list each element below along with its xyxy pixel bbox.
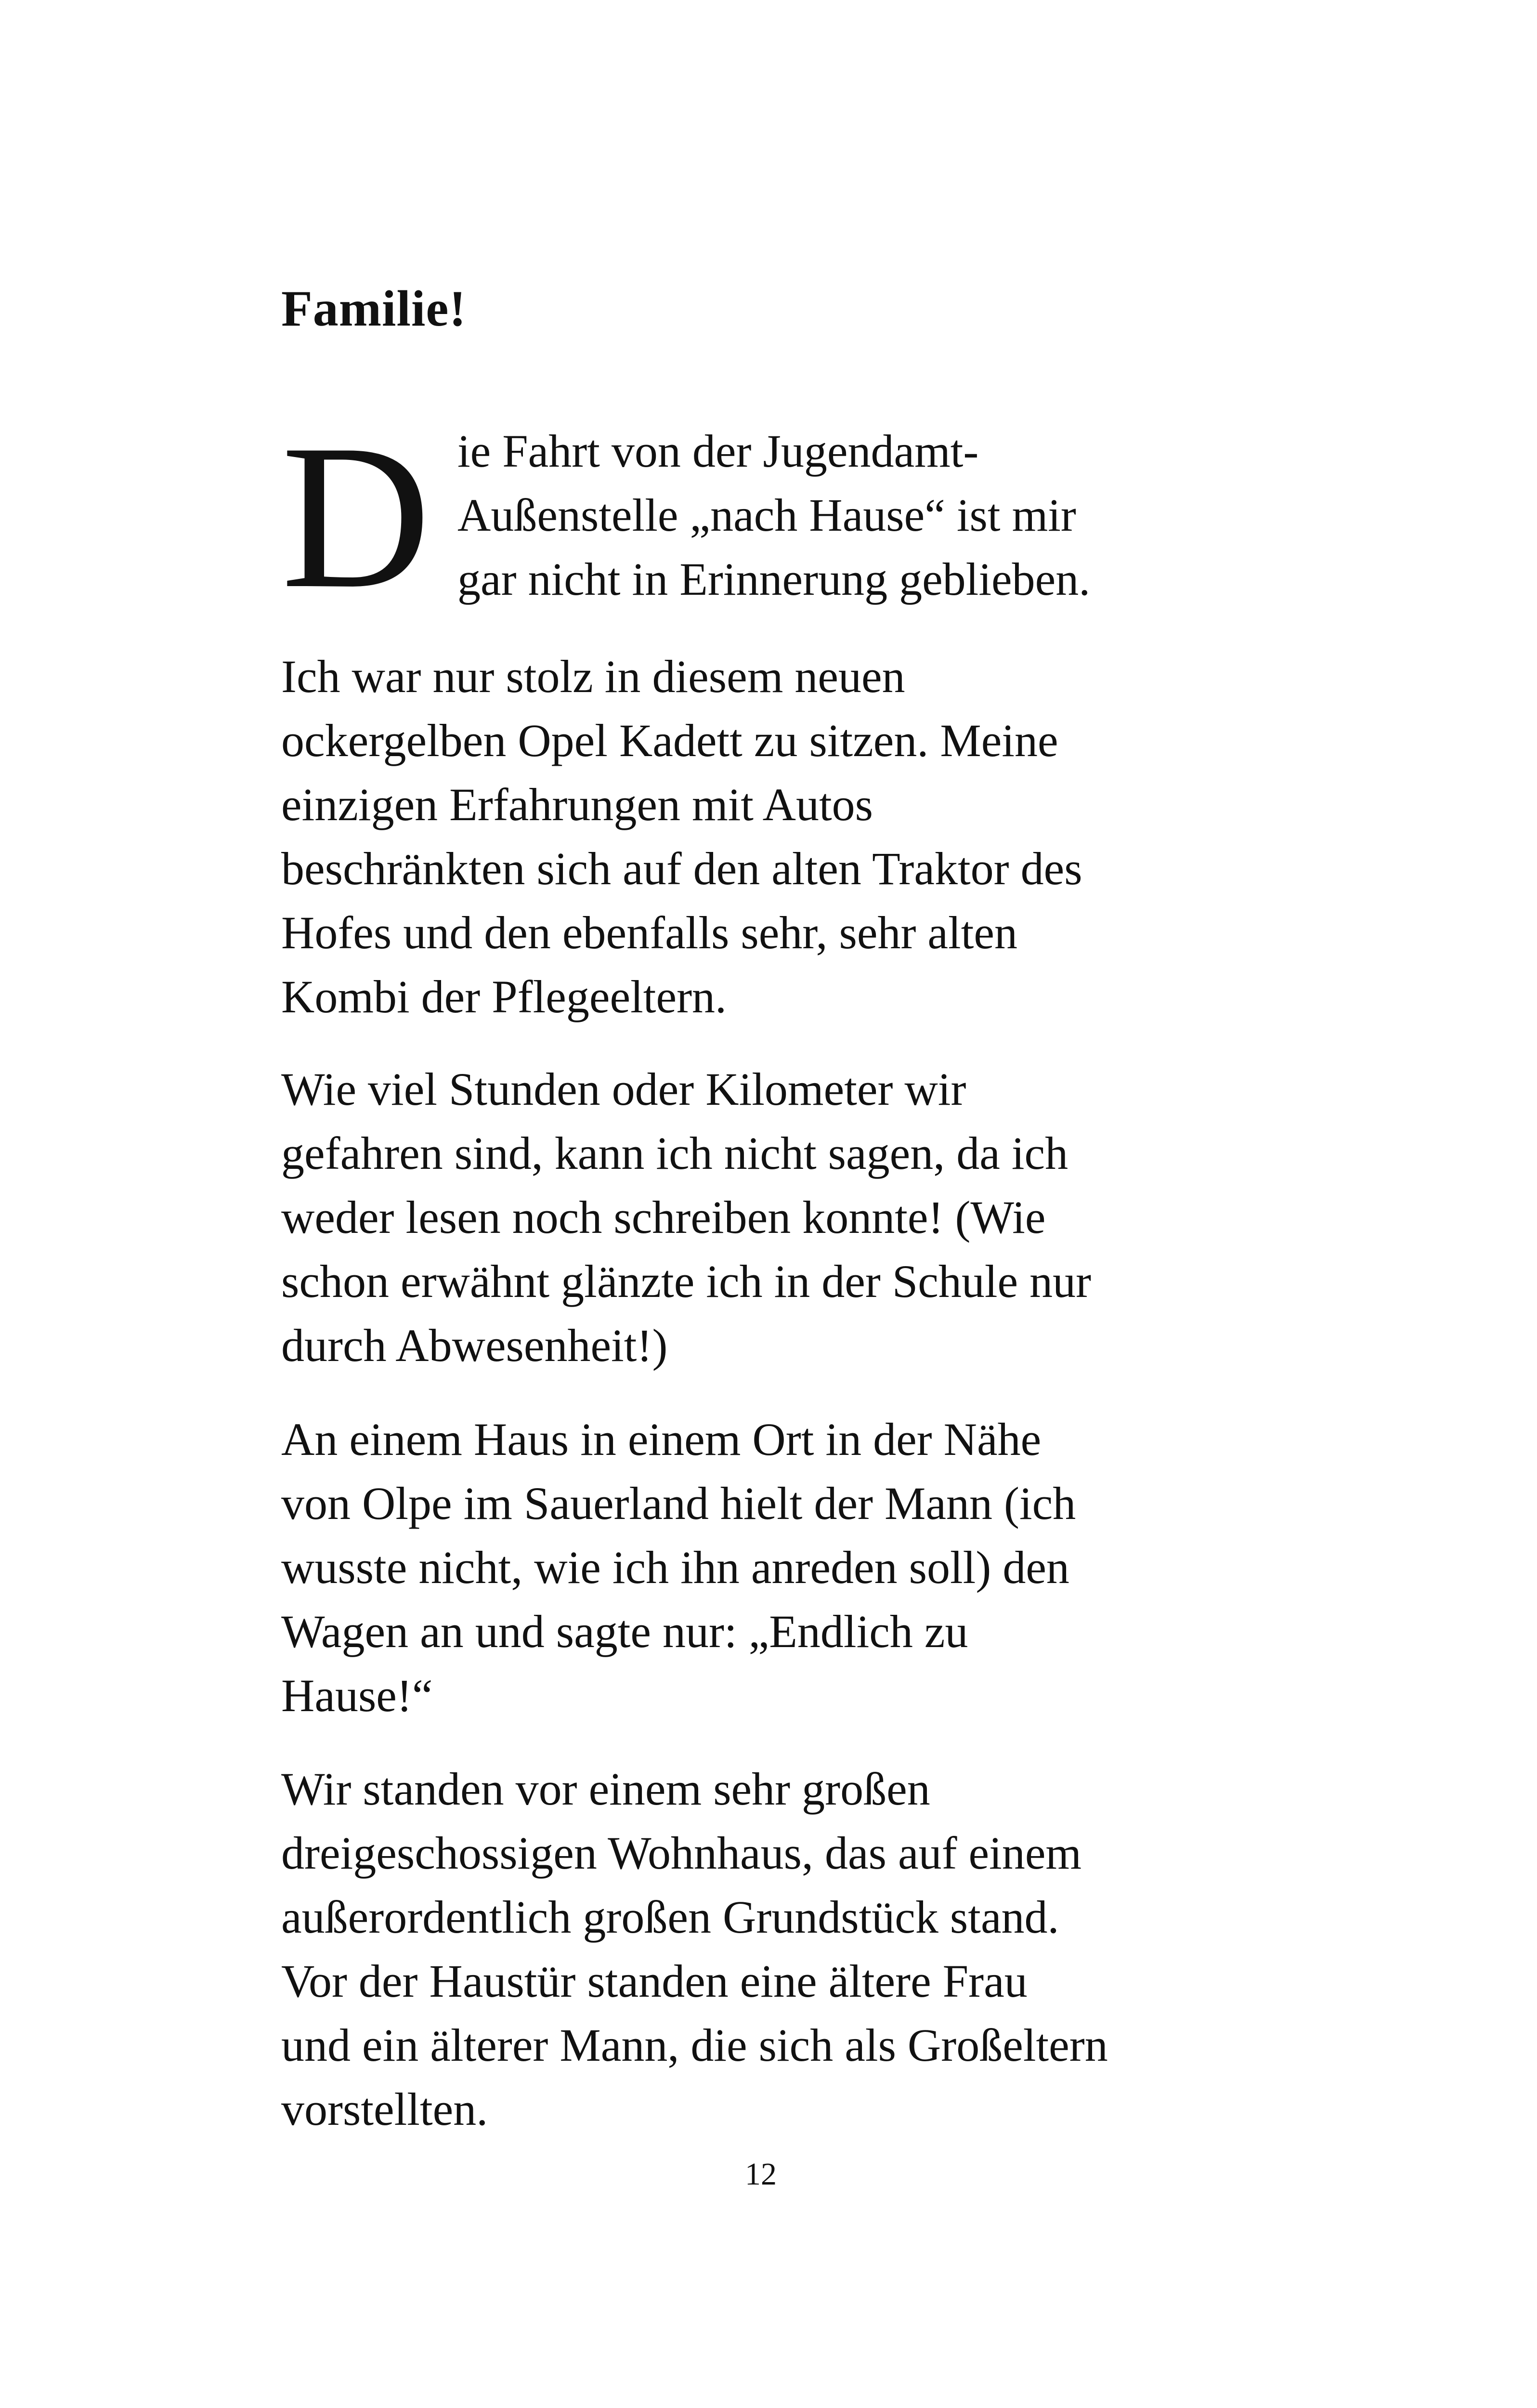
paragraph-line: Wagen an und sagte nur: „Endlich zu [281, 1606, 968, 1657]
chapter-title: Familie! [281, 280, 467, 337]
opening-line: ie Fahrt von der Jugendamt- [457, 425, 979, 477]
opening-paragraph [281, 402, 1244, 631]
paragraph-line: beschränkten sich auf den alten Traktor des [281, 843, 1082, 894]
paragraph-line: Ich war nur stolz in diesem neuen [281, 651, 905, 702]
paragraph-line: durch Abwesenheit!) [281, 1320, 668, 1371]
paragraph-line: Wir standen vor einem sehr großen [281, 1763, 930, 1815]
drop-cap: D [281, 402, 431, 631]
page-number: 12 [745, 2157, 777, 2192]
paragraph-line: einzigen Erfahrungen mit Autos [281, 779, 873, 830]
paragraph-line: gefahren sind, kann ich nicht sagen, da ich [281, 1127, 1068, 1179]
paragraph-line: von Olpe im Sauerland hielt der Mann (ich [281, 1478, 1076, 1529]
paragraph-line: Wie viel Stunden oder Kilometer wir [281, 1063, 966, 1115]
opening-line: gar nicht in Erinnerung geblieben. [457, 553, 1091, 605]
paragraph-2 [281, 1057, 1283, 1377]
paragraph-line: Vor der Haustür standen eine ältere Frau [281, 1955, 1028, 2007]
opening-line: Außenstelle „nach Hause“ ist mir [457, 489, 1076, 541]
opening-lines [457, 419, 1276, 611]
paragraph-line: schon erwähnt glänzte ich in der Schule nur [281, 1256, 1092, 1307]
paragraph-line: und ein älterer Mann, die sich als Großeltern [281, 2019, 1108, 2071]
paragraph-line: ockergelben Opel Kadett zu sitzen. Meine [281, 715, 1058, 766]
paragraph-line: außerordentlich großen Grundstück stand. [281, 1891, 1059, 1943]
paragraph-line: weder lesen noch schreiben konnte! (Wie [281, 1191, 1046, 1243]
paragraph-3 [281, 1407, 1283, 1727]
paragraph-4 [281, 1757, 1283, 2141]
paragraph-line: Hause!“ [281, 1670, 433, 1721]
paragraph-line: Kombi der Pflegeeltern. [281, 971, 727, 1022]
paragraph-line: Hofes und den ebenfalls sehr, sehr alten [281, 907, 1017, 958]
paragraph-line: wusste nicht, wie ich ihn anreden soll) den [281, 1542, 1069, 1593]
paragraph-1 [281, 644, 1283, 1029]
paragraph-line: vorstellten. [281, 2083, 488, 2135]
paragraph-line: An einem Haus in einem Ort in der Nähe [281, 1413, 1042, 1465]
paragraph-line: dreigeschossigen Wohnhaus, das auf einem [281, 1827, 1082, 1879]
